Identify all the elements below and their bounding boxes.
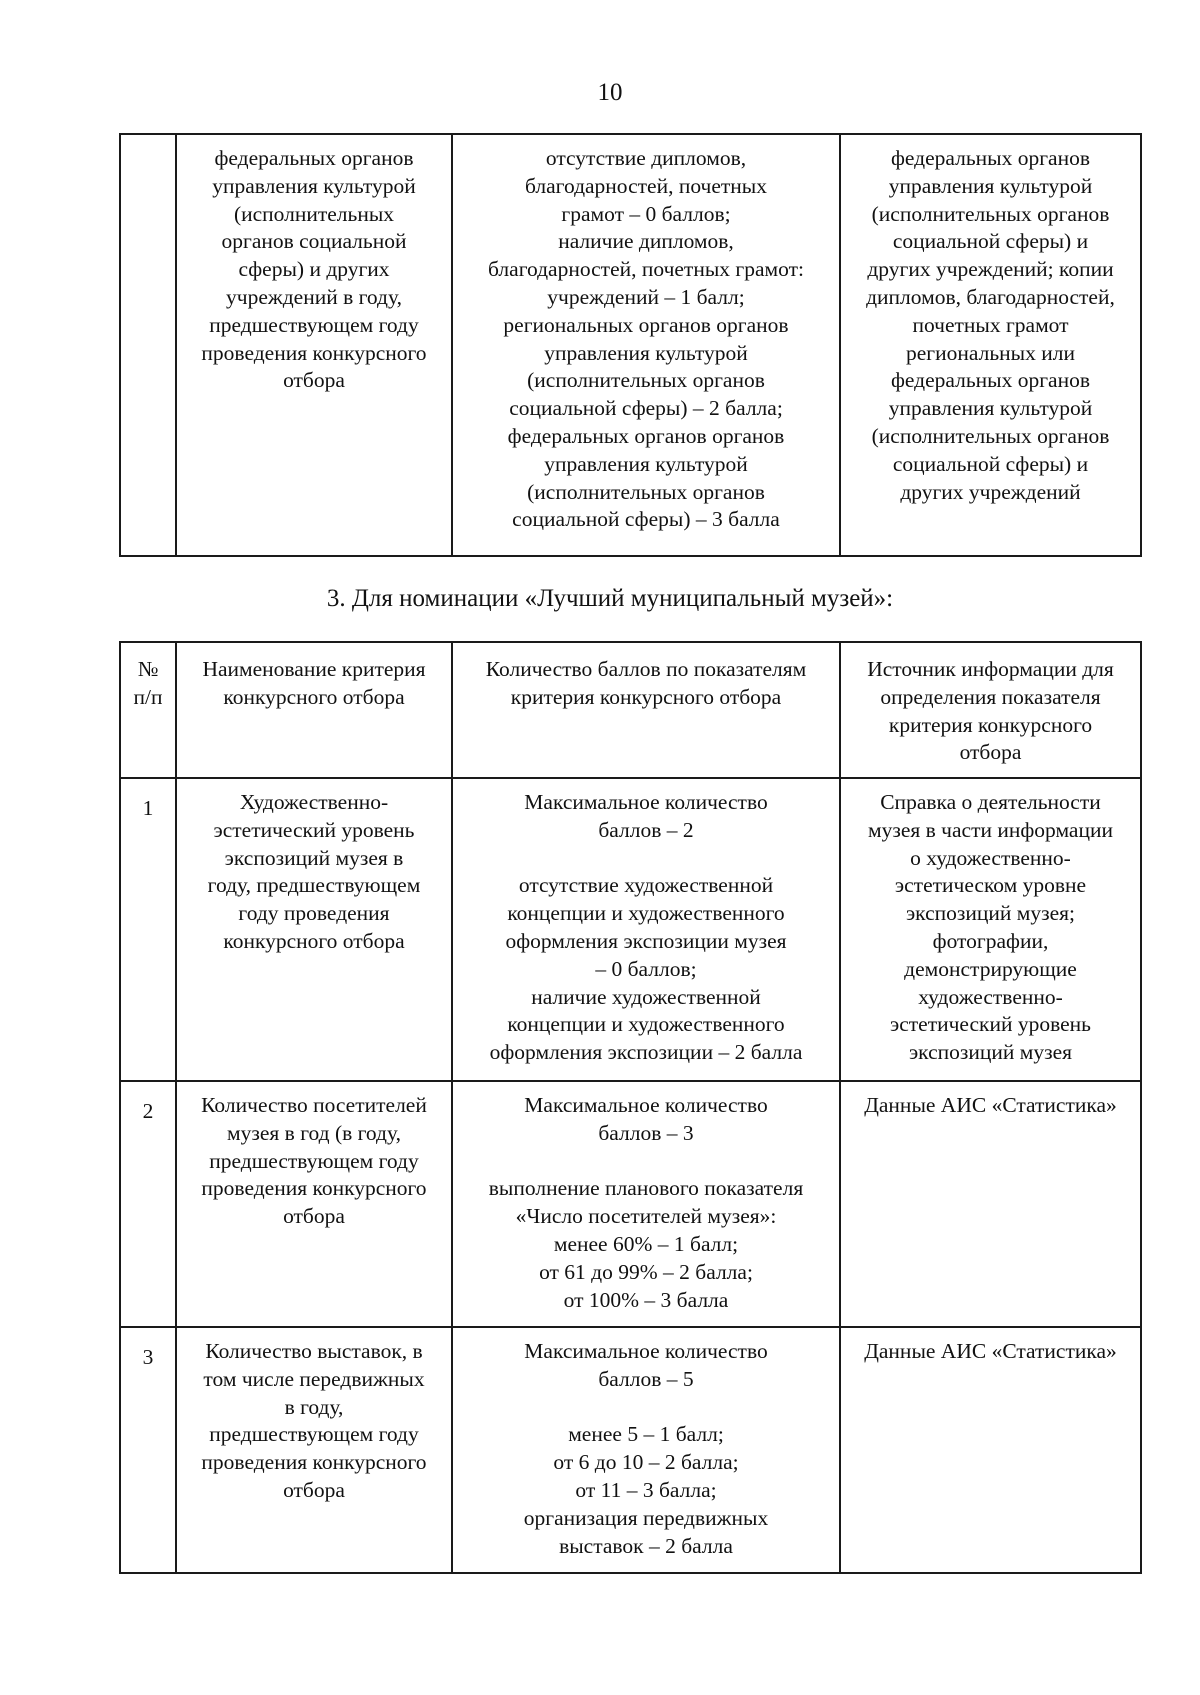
text-line: благодарностей, почетных — [524, 173, 767, 198]
points-cell — [452, 778, 840, 1081]
museum-criteria-table — [119, 641, 1142, 1574]
text-line: органов социальной — [221, 229, 407, 254]
source-cell — [840, 1327, 1141, 1573]
text-line: от 11 – 3 балла; — [575, 1477, 717, 1502]
text-line: эстетическом уровне — [894, 873, 1087, 898]
text-line: п/п — [133, 684, 163, 709]
text-line: экспозиций музея; — [905, 901, 1076, 926]
source-cell — [840, 778, 1141, 1081]
text-line: определения показателя — [880, 684, 1101, 709]
criterion-cell — [176, 1081, 452, 1327]
text-line: экспозиций музея в — [224, 845, 404, 870]
text-line: отсутствие художественной — [518, 873, 774, 898]
text-line: том числе передвижных — [203, 1366, 425, 1391]
text-line: других учреждений — [900, 479, 1081, 504]
text-line: критерия конкурсного — [888, 712, 1093, 737]
text-line: почетных грамот — [912, 312, 1069, 337]
source-cell — [840, 134, 1141, 556]
text-line: других учреждений; копии — [867, 257, 1114, 282]
text-line: оформления экспозиции – 2 балла — [489, 1040, 803, 1065]
criteria-table-continued — [119, 133, 1142, 557]
text-line: (исполнительных органов — [871, 201, 1110, 226]
text-line: предшествующем году — [209, 1148, 419, 1173]
text-line: менее 5 – 1 балл; — [568, 1422, 724, 1447]
text-line: эстетический уровень — [213, 817, 415, 842]
text-line: Справка о деятельности — [880, 790, 1101, 814]
text-line: проведения конкурсного — [201, 340, 427, 365]
text-line: Художественно- — [239, 790, 389, 814]
text-line: федеральных органов органов — [507, 423, 785, 448]
text-line: менее 60% – 1 балл; — [553, 1231, 739, 1256]
text-line: социальной сферы) – 2 балла; — [509, 396, 783, 421]
text-line: предшествующем году — [209, 1422, 419, 1447]
text-line: (исполнительных органов — [871, 423, 1110, 448]
text-line: управления культурой — [544, 451, 748, 476]
text-line: федеральных органов — [890, 368, 1091, 393]
text-line: отбора — [283, 1204, 345, 1229]
text-line: отбора — [283, 368, 345, 393]
text-line: музея в части информации — [868, 817, 1113, 842]
text-line: демонстрирующие — [904, 956, 1077, 981]
text-line: Количество выставок, в — [205, 1339, 423, 1363]
points-cell — [452, 1327, 840, 1573]
section-heading: 3. Для номинации «Лучший муниципальный музей»: — [326, 585, 894, 612]
text-line: организация передвижных — [523, 1505, 769, 1530]
text-line: экспозиций музея — [908, 1040, 1073, 1065]
text-line: федеральных органов — [214, 146, 414, 170]
text-line: благодарностей, почетных грамот: — [488, 257, 804, 282]
text-line: конкурсного отбора — [223, 684, 405, 709]
text-line: проведения конкурсного — [201, 1450, 427, 1475]
text-line: отбора — [959, 740, 1022, 765]
text-line: – 0 баллов; — [595, 956, 697, 981]
text-line: Количество посетителей — [201, 1093, 427, 1117]
criterion-cell — [176, 134, 452, 556]
header-points — [452, 642, 840, 778]
text-line: оформления экспозиции музея — [505, 928, 787, 953]
paragraph-gap — [458, 1394, 834, 1422]
text-line: региональных или — [906, 340, 1075, 365]
text-line: управления культурой — [212, 173, 416, 198]
text-line: Максимальное количество — [524, 790, 768, 814]
header-num — [120, 642, 176, 778]
text-line: дипломов, благодарностей, — [866, 284, 1115, 309]
text-line: грамот – 0 баллов; — [561, 201, 731, 226]
text-line: учреждений – 1 балл; — [547, 284, 745, 309]
text-line: управления культурой — [888, 396, 1093, 421]
text-line: году проведения — [238, 901, 390, 926]
text-line: управления культурой — [544, 340, 748, 365]
text-line: № — [137, 657, 159, 681]
text-line: Количество баллов по показателям — [485, 657, 807, 681]
text-line: Наименование критерия — [202, 657, 426, 681]
text-line: о художественно- — [910, 845, 1071, 870]
table-header-row — [120, 642, 1141, 778]
text-line: управления культурой — [888, 173, 1093, 198]
row-number: 3 — [120, 1327, 176, 1573]
text-line: социальной сферы) – 3 балла — [512, 507, 780, 532]
table-row — [120, 134, 1141, 556]
text-line: конкурсного отбора — [223, 928, 405, 953]
text-line: концепции и художественного — [507, 901, 785, 926]
text-line: художественно- — [918, 984, 1063, 1009]
page-number: 10 — [597, 79, 623, 106]
text-line: баллов – 2 — [598, 817, 694, 842]
paragraph-gap — [458, 1148, 834, 1176]
text-line: от 61 до 99% – 2 балла; — [539, 1259, 753, 1284]
text-line: федеральных органов — [890, 146, 1091, 170]
text-line: от 6 до 10 – 2 балла; — [553, 1450, 739, 1475]
text-line: наличие дипломов, — [558, 229, 734, 254]
text-line: году, предшествующем — [207, 873, 421, 898]
text-line: отсутствие дипломов, — [545, 146, 747, 170]
text-line: Данные АИС «Статистика» — [864, 1093, 1117, 1117]
text-line: «Число посетителей музея»: — [515, 1204, 777, 1229]
text-line: наличие художественной — [531, 984, 761, 1009]
header-criterion — [176, 642, 452, 778]
criterion-cell — [176, 778, 452, 1081]
text-line: музея в год (в году, — [227, 1120, 401, 1145]
criterion-cell — [176, 1327, 452, 1573]
points-cell — [452, 1081, 840, 1327]
row-number: 1 — [120, 778, 176, 1081]
text-line: социальной сферы) и — [892, 229, 1089, 254]
text-line: (исполнительных — [233, 201, 395, 226]
text-line: Максимальное количество — [524, 1093, 768, 1117]
text-line: выставок – 2 балла — [559, 1533, 733, 1558]
num-cell — [120, 134, 176, 556]
text-line: Источник информации для — [867, 657, 1114, 681]
table-row — [120, 1327, 1141, 1573]
text-line: в году, — [284, 1394, 344, 1419]
points-cell — [452, 134, 840, 556]
header-source — [840, 642, 1141, 778]
table-row — [120, 1081, 1141, 1327]
table-row — [120, 778, 1141, 1081]
text-line: региональных органов органов — [503, 312, 789, 337]
text-line: Максимальное количество — [524, 1339, 768, 1363]
text-line: проведения конкурсного — [201, 1176, 427, 1201]
text-line: критерия конкурсного отбора — [510, 684, 782, 709]
text-line: предшествующем году — [209, 312, 419, 337]
text-line: баллов – 5 — [598, 1366, 694, 1391]
text-line: отбора — [283, 1477, 345, 1502]
source-cell — [840, 1081, 1141, 1327]
text-line: фотографии, — [932, 928, 1049, 953]
text-line: (исполнительных органов — [527, 368, 765, 393]
text-line: эстетический уровень — [889, 1012, 1091, 1037]
text-line: от 100% – 3 балла — [563, 1287, 729, 1312]
row-number: 2 — [120, 1081, 176, 1327]
text-line: социальной сферы) и — [892, 451, 1089, 476]
text-line: (исполнительных органов — [527, 479, 765, 504]
text-line: выполнение планового показателя — [488, 1176, 804, 1201]
text-line: концепции и художественного — [507, 1012, 785, 1037]
paragraph-gap — [458, 845, 834, 873]
text-line: учреждений в году, — [226, 284, 402, 309]
text-line: сферы) и других — [238, 257, 390, 282]
text-line: баллов – 3 — [598, 1120, 694, 1145]
text-line: Данные АИС «Статистика» — [864, 1339, 1117, 1363]
